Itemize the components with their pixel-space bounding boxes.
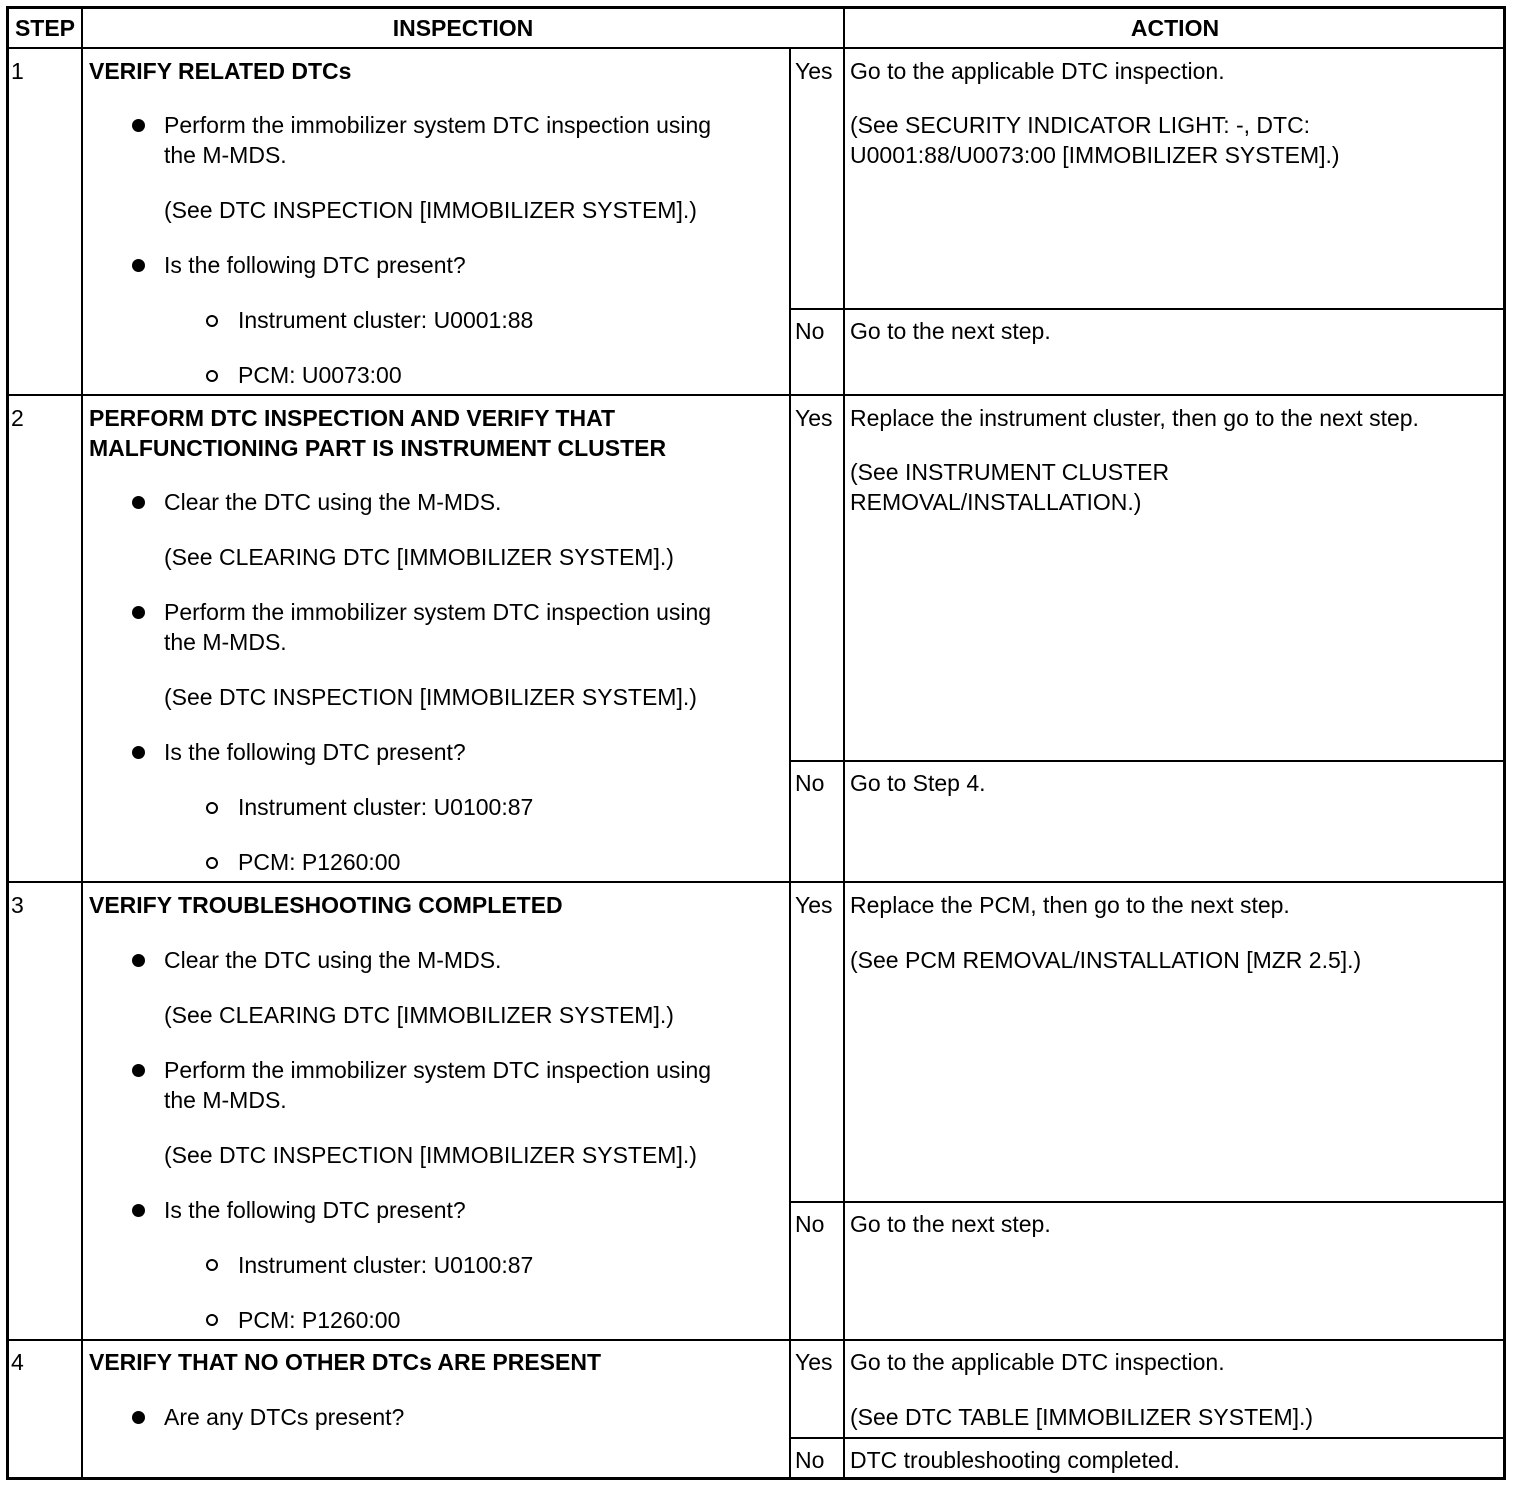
action-column-divider — [843, 6, 845, 1480]
action-yes-1: U0001:88/U0073:00 [IMMOBILIZER SYSTEM].) — [850, 142, 1340, 168]
yes-label-3: Yes — [795, 892, 833, 918]
inspection-sub-item: Instrument cluster: U0001:88 — [238, 307, 534, 333]
yes-label-4: Yes — [795, 1349, 833, 1375]
inspection-line: Perform the immobilizer system DTC inspection using — [164, 1057, 712, 1083]
inspection-line: Clear the DTC using the M-MDS. — [164, 947, 502, 973]
header-inspection: INSPECTION — [392, 15, 534, 41]
yes-no-divider-2 — [789, 760, 1506, 762]
step-title-2: MALFUNCTIONING PART IS INSTRUMENT CLUSTER — [89, 435, 667, 461]
step-title-2: PERFORM DTC INSPECTION AND VERIFY THAT — [89, 405, 616, 431]
inspection-note: (See DTC INSPECTION [IMMOBILIZER SYSTEM].) — [164, 197, 697, 223]
sub-bullet-icon — [206, 315, 218, 327]
sub-bullet-icon — [206, 802, 218, 814]
bullet-icon — [132, 119, 145, 132]
yes-no-divider-3 — [789, 1201, 1506, 1203]
inspection-sub-item: Instrument cluster: U0100:87 — [238, 1252, 534, 1278]
no-label-3: No — [795, 1211, 825, 1237]
step-title-3: VERIFY TROUBLESHOOTING COMPLETED — [89, 892, 563, 918]
inspection-line: Is the following DTC present? — [164, 1197, 466, 1223]
bullet-icon — [132, 259, 145, 272]
inspection-sub-item: Instrument cluster: U0100:87 — [238, 794, 534, 820]
yes-no-divider-4 — [789, 1437, 1506, 1439]
header-divider — [6, 47, 1506, 49]
bullet-icon — [132, 1204, 145, 1217]
bullet-icon — [132, 954, 145, 967]
inspection-line: Perform the immobilizer system DTC inspection using — [164, 599, 712, 625]
action-yes-3: (See PCM REMOVAL/INSTALLATION [MZR 2.5].) — [850, 947, 1362, 973]
step-number-3: 3 — [11, 892, 24, 918]
no-label-4: No — [795, 1447, 825, 1473]
action-no-3: Go to the next step. — [850, 1211, 1051, 1237]
inspection-note: (See DTC INSPECTION [IMMOBILIZER SYSTEM].) — [164, 1142, 697, 1168]
row-divider-2 — [6, 881, 1506, 883]
bullet-icon — [132, 496, 145, 509]
row-divider-3 — [6, 1339, 1506, 1341]
inspection-sub-item: PCM: U0073:00 — [238, 362, 402, 388]
step-number-2: 2 — [11, 405, 24, 431]
no-label-1: No — [795, 318, 825, 344]
yes-label-2: Yes — [795, 405, 833, 431]
inspection-sub-item: PCM: P1260:00 — [238, 849, 401, 875]
step-number-4: 4 — [11, 1349, 24, 1375]
action-yes-1: Go to the applicable DTC inspection. — [850, 58, 1225, 84]
step-title-1: VERIFY RELATED DTCs — [89, 58, 352, 84]
step-title-4: VERIFY THAT NO OTHER DTCs ARE PRESENT — [89, 1349, 602, 1375]
inspection-note: (See CLEARING DTC [IMMOBILIZER SYSTEM].) — [164, 1002, 674, 1028]
sub-bullet-icon — [206, 1314, 218, 1326]
inspection-line: the M-MDS. — [164, 629, 287, 655]
action-yes-3: Replace the PCM, then go to the next step. — [850, 892, 1290, 918]
action-no-4: DTC troubleshooting completed. — [850, 1447, 1180, 1473]
action-yes-2: REMOVAL/INSTALLATION.) — [850, 489, 1142, 515]
action-yes-2: Replace the instrument cluster, then go to the next step. — [850, 405, 1419, 431]
bullet-icon — [132, 1411, 145, 1424]
inspection-line: the M-MDS. — [164, 1087, 287, 1113]
no-label-2: No — [795, 770, 825, 796]
action-yes-4: (See DTC TABLE [IMMOBILIZER SYSTEM].) — [850, 1404, 1314, 1430]
header-step: STEP — [14, 15, 76, 41]
action-yes-1: (See SECURITY INDICATOR LIGHT: -, DTC: — [850, 112, 1311, 138]
yes-no-divider-1 — [789, 308, 1506, 310]
step-column-divider — [81, 6, 83, 1480]
bullet-icon — [132, 606, 145, 619]
row-divider-1 — [6, 394, 1506, 396]
inspection-line: Perform the immobilizer system DTC inspection using — [164, 112, 712, 138]
action-yes-4: Go to the applicable DTC inspection. — [850, 1349, 1225, 1375]
yes-no-column-divider — [789, 48, 791, 1480]
inspection-note: (See CLEARING DTC [IMMOBILIZER SYSTEM].) — [164, 544, 674, 570]
header-action: ACTION — [1130, 15, 1220, 41]
action-yes-2: (See INSTRUMENT CLUSTER — [850, 459, 1170, 485]
inspection-line: the M-MDS. — [164, 142, 287, 168]
step-number-1: 1 — [11, 58, 24, 84]
sub-bullet-icon — [206, 1259, 218, 1271]
inspection-line: Is the following DTC present? — [164, 739, 466, 765]
inspection-line: Are any DTCs present? — [164, 1404, 405, 1430]
sub-bullet-icon — [206, 857, 218, 869]
bullet-icon — [132, 1064, 145, 1077]
inspection-line: Clear the DTC using the M-MDS. — [164, 489, 502, 515]
action-no-2: Go to Step 4. — [850, 770, 986, 796]
inspection-sub-item: PCM: P1260:00 — [238, 1307, 401, 1333]
action-no-1: Go to the next step. — [850, 318, 1051, 344]
bullet-icon — [132, 746, 145, 759]
yes-label-1: Yes — [795, 58, 833, 84]
inspection-line: Is the following DTC present? — [164, 252, 466, 278]
inspection-note: (See DTC INSPECTION [IMMOBILIZER SYSTEM].) — [164, 684, 697, 710]
sub-bullet-icon — [206, 370, 218, 382]
